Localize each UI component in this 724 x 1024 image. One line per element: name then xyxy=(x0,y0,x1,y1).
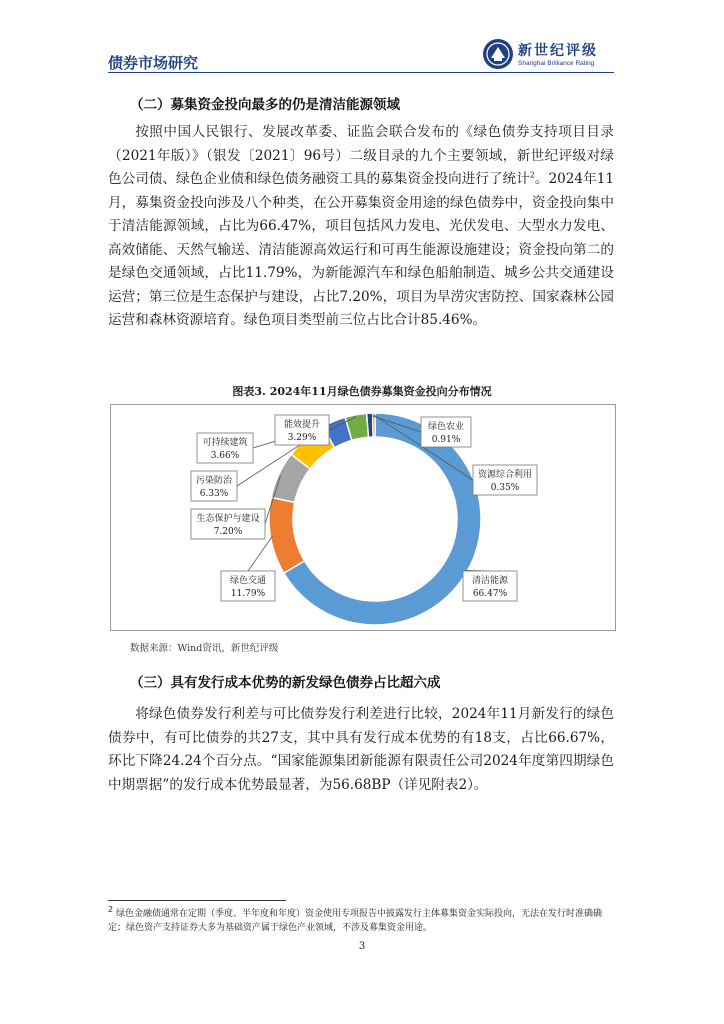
data-label-value-6: 0.91% xyxy=(431,435,461,445)
data-label-value-2: 7.20% xyxy=(213,527,243,537)
data-label-value-5: 3.29% xyxy=(287,433,317,443)
data-label-value-0: 66.47% xyxy=(472,589,508,599)
section-paragraph-2: 按照中国人民银行、发展改革委、证监会联合发布的《绿色债券支持项目目录（2021年版）》（银发〔2021〕96号）二级目录的九个主要领域，新世纪评级对绿色公司债、绿色企业债和绿色债务融资工具的募集资金投向进行了统计$^2$。2024年11月，募集资金投向涉及八个种类，在公开募集资金用途的绿色债券中，资金投向集中于清洁能源领域，占比为66.47%，项目包括风力发电、光伏发电、大型水力发电、高效储能、天然气输送、清洁能源高效运行和可再生能源设施建设；资金投向第二的是绿色交通领域，占比11.79%，为新能源汽车和绿色船舶制造、城乡公共交通建设运营；第三位是生态保护与建设，占比7.20%，项目为旱涝灾害防控、国家森林公园运营和森林资源培育。绿色项目类型前三位占比合计85.46%。 xyxy=(108,124,614,328)
data-label-value-1: 11.79% xyxy=(230,589,266,599)
data-label-category-6: 绿色农业 xyxy=(427,422,465,432)
data-label-value-7: 0.35% xyxy=(490,483,520,493)
data-label-category-3: 污染防治 xyxy=(195,476,233,486)
chart-frame xyxy=(110,404,616,631)
data-label-category-4: 可持续建筑 xyxy=(202,438,248,448)
logo-text-en: Shanghai Brilliance Rating xyxy=(518,60,595,67)
donut-chart xyxy=(111,405,615,630)
header-title: 债券市场研究 xyxy=(108,54,199,72)
section-heading-2: （二）募集资金投向最多的仍是清洁能源领域 xyxy=(130,97,400,113)
data-label-value-4: 3.66% xyxy=(210,451,240,461)
logo-emblem-icon xyxy=(482,38,514,70)
data-label-category-7: 资源综合利用 xyxy=(477,470,533,480)
section-paragraph-3: 将绿色债券发行利差与可比债券发行利差进行比较，2024年11月新发行的绿色债券中，有可比债券的共27支，其中具有发行成本优势的有18支，占比66.67%，环比下降24.24个百分点。“国家能源集团新能源有限责任公司2024年度第四期绿色中期票据”的发行成本优势最显著，为56.68BP（详见附表2）。 xyxy=(108,706,614,793)
header-divider xyxy=(108,72,614,73)
logo-text-cn: 新世纪评级 xyxy=(518,43,598,59)
section-heading-3: （三）具有发行成本优势的新发绿色债券占比超六成 xyxy=(130,675,441,691)
data-label-category-1: 绿色交通 xyxy=(229,576,267,586)
data-label-category-5: 能效提升 xyxy=(283,420,321,430)
footnote: $^2$ 绿色金融债通常在定期（季度、半年度和年度）资金使用专项报告中披露发行主体募集资金实际投向，无法在发行时准确确定；绿色资产支持证券大多为基础资产属于绿色产业领域，不涉及募集资金用途。 xyxy=(108,905,602,933)
footnote-divider xyxy=(108,900,286,901)
footnote-ref[interactable]: 2 xyxy=(529,170,535,180)
company-logo xyxy=(480,38,614,72)
data-label-category-0: 清洁能源 xyxy=(471,576,509,586)
page-number: 3 xyxy=(358,941,366,952)
leader-line-1 xyxy=(248,536,272,571)
donut-slice-1 xyxy=(269,497,304,573)
data-label-value-3: 6.33% xyxy=(199,489,229,499)
figure-title: 图表3. 2024年11月绿色债券募集资金投向分布情况 xyxy=(232,385,492,398)
figure-source: 数据来源：Wind资讯，新世纪评级 xyxy=(130,643,279,654)
data-label-category-2: 生态保护与建设 xyxy=(196,514,260,524)
